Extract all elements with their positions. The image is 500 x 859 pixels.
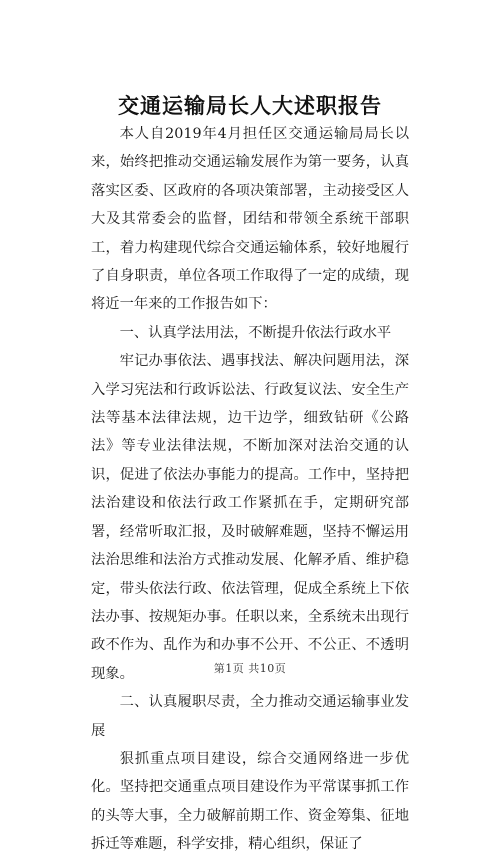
section-1-paragraph: 牢记办事依法、遇事找法、解决问题用法，深入学习宪法和行政诉讼法、行政复议法、安全生产法等基本法律法规，边干边学，细致钻研《公路法》等专业法律法规，不断加深对法治交通的认识，促进了依法办事能力的提高。工作中，坚持把法治建设和依法行政工作紧抓在手，定期研究部署，经常听取汇报，及时破解难题，坚持不懈运用法治思维和法治方式推动发展、化解矛盾、维护稳定，带头依法行政、依法管理，促成全系统上下依法办事、按规矩办事。任职以来，全系统未出现行政不作为、乱作为和办事不公开、不公正、不透明现象。 [91,353,409,682]
section-heading-1: 一、认真学法用法，不断提升依法行政水平 [119,324,392,341]
intro-paragraph: 本人自2019年4月担任区交通运输局局长以来，始终把推动交通运输发展作为第一要务，认真落实区委、区政府的各项决策部署，主动接受区人大及其常委会的监督，团结和带领全系统干部职工，着力构建现代综合交通运输体系，较好地履行了自身职责，单位各项工作取得了一定的成绩，现将近一年来的工作报告如下： [91,126,409,313]
page-footer: 第1页 共10页 [213,662,287,675]
section-heading-2: 二、认真履职尽责，全力推动交通运输事业发展 [91,694,409,739]
document-title: 交通运输局长人大述职报告 [118,93,382,118]
section-2-paragraph: 狠抓重点项目建设，综合交通网络进一步优化。坚持把交通重点项目建设作为平常谋事抓工作的头等大事，全力破解前期工作、资金筹集、征地拆迁等难题，科学安排，精心组织，保证了 [91,750,409,853]
document-body [91,120,409,859]
